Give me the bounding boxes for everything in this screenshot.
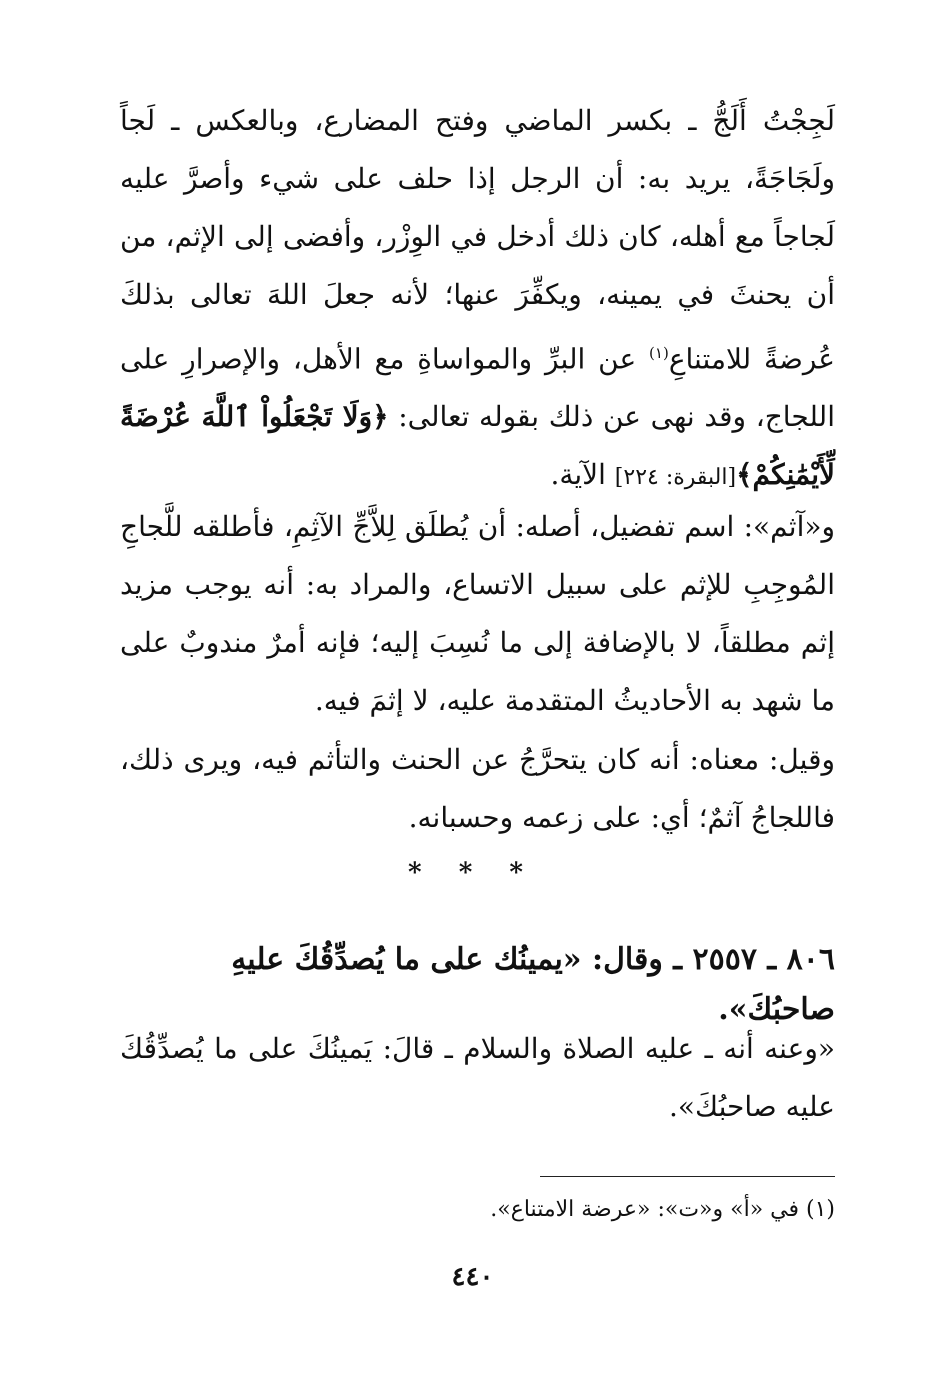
section-separator: * * * <box>408 858 537 888</box>
footnote-marker: (١) <box>649 344 669 362</box>
commentary-paragraph-1 <box>120 92 835 507</box>
paragraph-text: لَجِجْتُ أَلَجُّ ـ بكسر الماضي وفتح المضارع، وبالعكس ـ لَجاً ولَجَاجَةً، يريد به: أن الرجل إذا حلف على شيء وأصرَّ عليه لَجاجاً مع أهله، كان ذلك أدخل في الوِزْر، وأفضى إلى الإثم، من أن يحنثَ في يمينه، ويكفِّرَ عنها؛ لأنه جعلَ اللهَ تعالى بذلكَ عُرضةً للامتناعِ <box>120 104 835 376</box>
page-number: ٤٤٠ <box>451 1262 494 1292</box>
commentary-paragraph-2: و«آثم»: اسم تفضيل، أصله: أن يُطلَق لِلاَّجِّ الآثِمِ، فأطلقه للَّجاجِ المُوجِبِ للإثم على سبيل الاتساع، والمراد به: أنه يوجب مزيد إثم مطلقاً، لا بالإضافة إلى ما نُسِبَ إليه؛ فإنه أمرٌ مندوبٌ على ما شهد به الأحاديثُ المتقدمة عليه، لا إثمَ فيه. <box>120 510 835 717</box>
footnote-divider <box>540 1176 835 1177</box>
hadith-text: «وعنه أنه ـ عليه الصلاة والسلام ـ قالَ: يَمينُكَ على ما يُصدِّقُكَ عليه صاحبُكَ». <box>120 1032 835 1123</box>
hadith-heading: ٨٠٦ ـ ٢٥٥٧ ـ وقال: «يمينُك على ما يُصدِّقُكَ عليهِ صاحبُكَ». <box>231 942 835 1027</box>
quran-verse: ﴿وَلَا تَجْعَلُواْ ٱللَّهَ عُرْضَةً لِّأَيْمَٰنِكُمْ﴾ <box>120 400 835 492</box>
paragraph-end: الآية. <box>550 458 606 492</box>
commentary-paragraph-3: وقيل: معناه: أنه كان يتحرَّجُ عن الحنث والتأثم فيه، ويرى ذلك، فاللجاجُ آثمٌ؛ أي: على زعمه وحسبانه. <box>120 743 835 834</box>
paragraph-continuation: عن البرِّ والمواساةِ مع الأهل، والإصرارِ على اللجاج، وقد نهى عن ذلك بقوله تعالى: <box>120 342 835 434</box>
footnote: (١) في «أ» و«ت»: «عرضة الامتناع». <box>490 1197 835 1222</box>
verse-reference: [البقرة: ٢٢٤] <box>614 465 737 491</box>
